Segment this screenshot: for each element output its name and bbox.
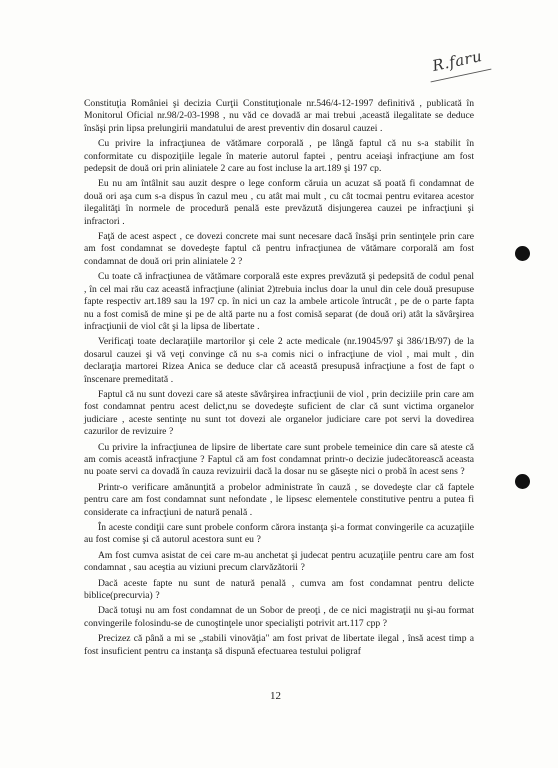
paragraph: Eu nu am întâlnit sau auzit despre o lege conform căruia un acuzat să poată fi condamnat de două ori aşa cum s-a dispus în cazul meu , cu atât mai mult , cu cât tocmai pentru evitarea acestor ilegalităţi în normele de procedură penală este prevăzută disjungerea cauzei pe infracţiuni şi infractori . xyxy=(84,178,474,227)
paragraph: Cu toate că infracţiunea de vătămare corporală este expres prevăzută şi pedepsită de codul penal , în cel mai rău caz această infracţiune (aliniat 2)trebuia inclus doar la unul din cele două presupuse fapte respectiv art.189 sau la 197 cp. în nici un caz la ambele articole întrucât , pe de o parte fapta nu a fost comisă de mine şi pe de altă parte nu a fost comisă separat (de două ori) atât la săvârşirea infracţiunii de viol cât şi la lipsa de libertate . xyxy=(84,271,474,332)
paragraph: Constituţia României şi decizia Curţii Constituţionale nr.546/4-12-1997 definitivă , publicată în Monitorul Oficial nr.98/2-03-1998 , nu văd ce dovadă ar mai trebui ,această ilegalitate se deduce însăşi prin lipsa prelungirii mandatului de arest preventiv din dosarul cauzei . xyxy=(84,98,474,134)
paragraph: Dacă totuşi nu am fost condamnat de un Sobor de preoţi , de ce nici magistraţii nu şi-au format convingerile folosindu-se de cunoştinţele unor specialişti potrivit art.117 cpp ? xyxy=(84,605,474,629)
paragraph: Cu privire la infracţiunea de lipsire de libertate care sunt probele temeinice din care să ateste că am comis această infracţiune ? Faptul că am fost condamnat printr-o decizie judecătorească aceasta nu poate servi ca dovadă în cauza revizuirii dacă la dosar nu se găseşte nici o probă în acest sens ? xyxy=(84,441,474,478)
handwritten-annotation: R.faru xyxy=(430,46,484,76)
paragraph: Am fost cumva asistat de cei care m-au anchetat şi judecat pentru acuzaţiile pentru care am fost condamnat , sau aceştia au viziuni precum clarvăzătorii ? xyxy=(84,549,474,574)
paragraph: Printr-o verificare amănunţită a probelor administrate în cauză , se dovedeşte clar că faptele pentru care am fost condamnat sunt nefondate , le lipsesc elementele constitutive pentru a putea fi considerate ca infracţiuni de natură penală . xyxy=(84,481,474,518)
paragraph: Cu privire la infracţiunea de vătămare corporală , pe lângă faptul că nu s-a stabilit în conformitate cu dispoziţiile legale în materie autorul faptei , pentru aceiaşi infracţiune am fost pedepsit de două ori prin aliniatele 2 care au fost incluse la art.189 şi 197 cp. xyxy=(84,138,474,175)
page-number: 12 xyxy=(270,690,281,702)
document-body xyxy=(84,98,474,661)
paragraph: Precizez că până a mi se „stabili vinovăţia" am fost privat de libertate ilegal , însă acest timp a fost insuficient pentru ca instanţa să dispună efectuarea testului poligraf xyxy=(84,633,474,657)
paragraph: Faptul că nu sunt dovezi care să ateste săvârşirea infracţiunii de viol , prin deciziile prin care am fost condamnat pentru acest delict,nu se dovedeşte suficient de clar că sunt victima organelor judiciare , aceste sentinţe nu sunt tot dovezi ale organelor judiciare care pot servi la dovedirea cazurilor de revizuire ? xyxy=(84,388,474,438)
paragraph: Faţă de acest aspect , ce dovezi concrete mai sunt necesare dacă însăşi prin sentinţele prin care am fost condamnat se dovedeşte faptul că pentru infracţiunea de vătămare corporală am fost condamnat de două ori prin aliniatele 2 ? xyxy=(84,231,474,267)
punch-hole xyxy=(515,246,530,261)
punch-hole xyxy=(515,474,530,489)
paragraph: Dacă aceste fapte nu sunt de natură penală , cumva am fost condamnat pentru delicte biblice(precurvia) ? xyxy=(84,577,474,602)
paragraph: În aceste condiţii care sunt probele conform cărora instanţa şi-a format convingerile ca acuzaţiile au fost comise şi că autorul acestora sunt eu ? xyxy=(84,522,474,546)
paragraph: Verificaţi toate declaraţiile martorilor şi cele 2 acte medicale (nr.19045/97 şi 386/1B/97) de la dosarul cauzei şi vă veţi convinge că nu s-a comis nici o infracţiune de viol , mai mult , din declaraţia martorei Rizea Anica se deduce clar că această presupusă infracţiune a fost de fapt o înscenare premeditată . xyxy=(84,336,474,385)
